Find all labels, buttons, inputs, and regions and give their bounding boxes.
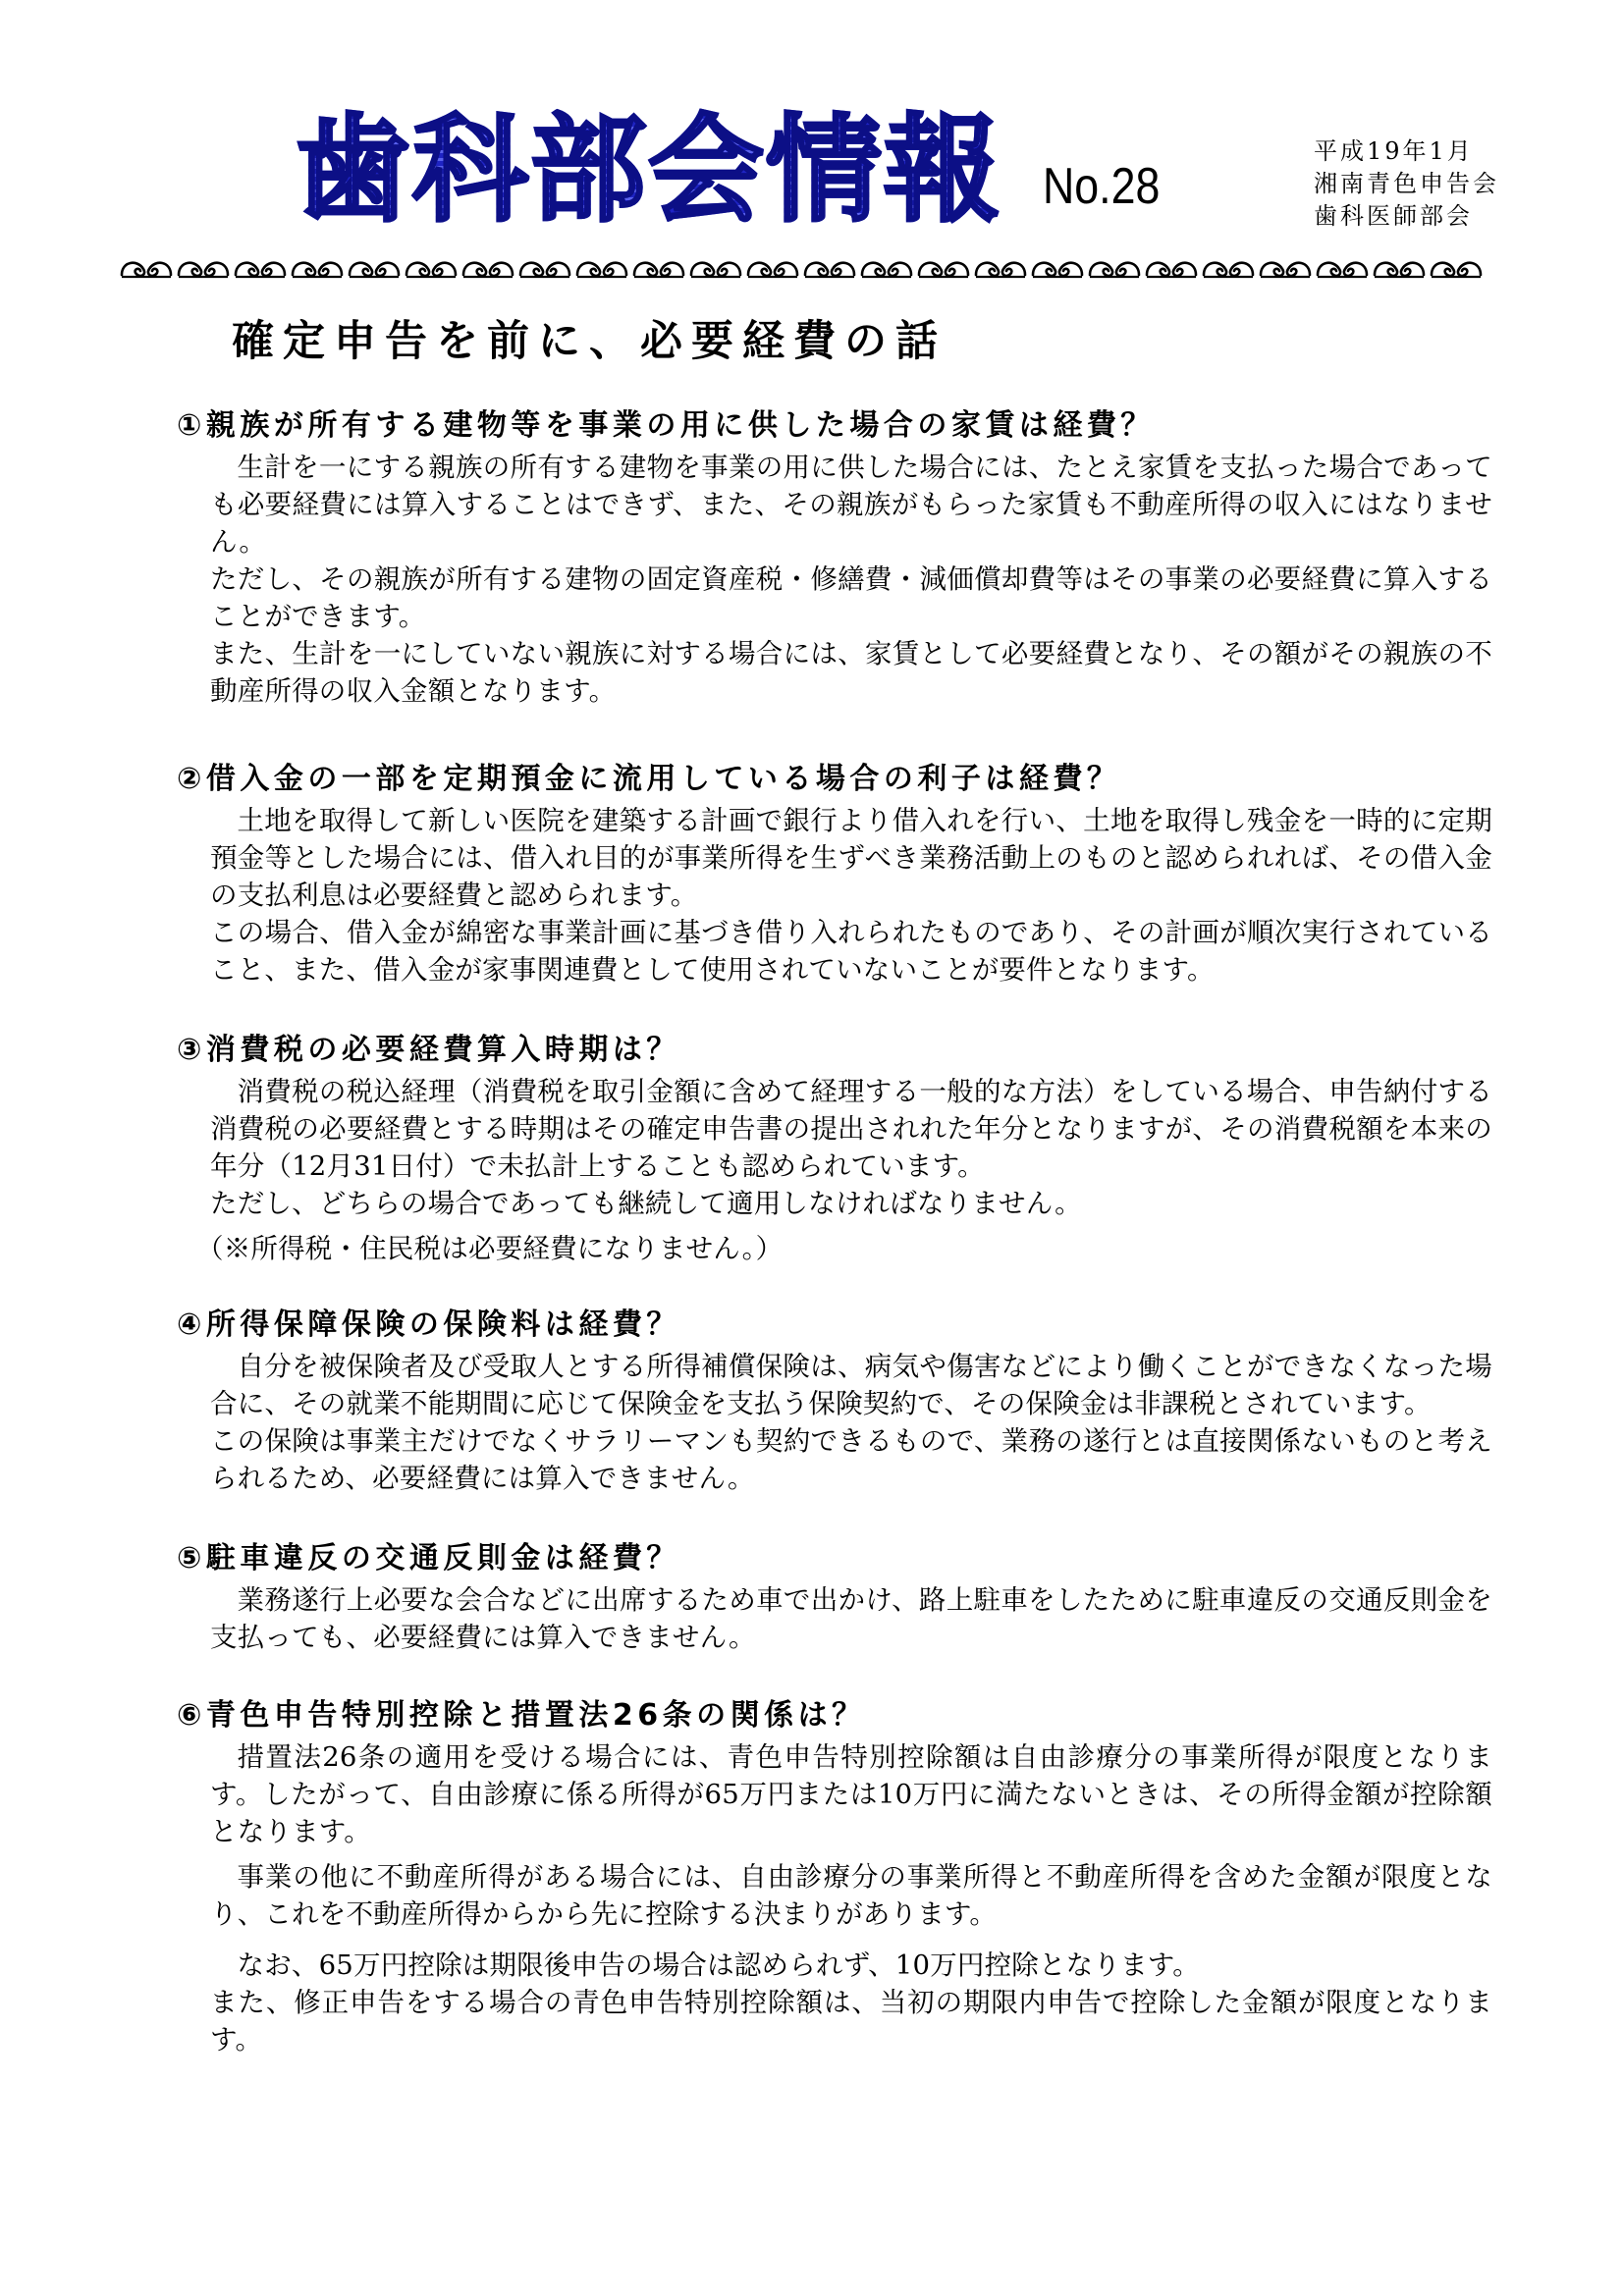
article-body [177, 405, 1492, 2058]
section-5 [177, 1538, 1492, 1656]
paragraph: また、生計を一にしていない親族に対する場合には、家賃として必要経費となり、その額がその親族の不動産所得の収入金額となります。 [210, 638, 1492, 707]
paragraph: この場合、借入金が綿密な事業計画に基づき借り入れられたものであり、その計画が順次実行されていること、また、借入金が家事関連費として使用されていないことが要件となります。 [210, 917, 1492, 986]
section-heading: ⑤駐車違反の交通反則金は経費？ [177, 1541, 680, 1575]
issue-number: No.28 [1043, 158, 1161, 215]
paragraph: 措置法26条の適用を受ける場合には、青色申告特別控除額は自由診療分の事業所得が限度となります。したがって、自由診療に係る所得が65万円または10万円に満たないときは、その所得金額が控除額となります。 [210, 1741, 1492, 1847]
paragraph: 自分を被保険者及び受取人とする所得補償保険は、病気や傷害などにより働くことができなくなった場合に、その就業不能期間に応じて保険金を支払う保険契約で、その保険金は非課税とされています。 [210, 1351, 1492, 1419]
section-heading: ④所得保障保険の保険料は経費？ [177, 1308, 680, 1342]
paragraph: ただし、どちらの場合であっても継続して適用しなければなりません。 [210, 1188, 1082, 1219]
paragraph: この保険は事業主だけでなくサラリーマンも契約できるもので、業務の遂行とは直接関係ないものと考えられるため、必要経費には算入できません。 [210, 1425, 1492, 1494]
division-name: 歯科医師部会 [1314, 202, 1473, 230]
paragraph: 事業の他に不動産所得がある場合には、自由診療分の事業所得と不動産所得を含めた金額が限度となり、これを不動産所得からから先に控除する決まりがあります。 [210, 1861, 1492, 1930]
section-6 [177, 1695, 1492, 2058]
paragraph: 業務遂行上必要な会合などに出席するため車で出かけ、路上駐車をしたために駐車違反の交通反則金を支払っても、必要経費には算入できません。 [210, 1584, 1492, 1653]
section-2 [177, 759, 1492, 988]
paragraph: 土地を取得して新しい医院を建築する計画で銀行より借入れを行い、土地を取得し残金を一時的に定期預金等とした場合には、借入れ目的が事業所得を生ずべき業務活動上のものと認められれば、その借入金の支払利息は必要経費と認められます。 [210, 805, 1492, 911]
association-name: 湘南青色申告会 [1314, 170, 1499, 197]
section-heading: ①親族が所有する建物等を事業の用に供した場合の家賃は経費？ [177, 408, 1155, 443]
masthead-title: 歯科部会情報 [295, 102, 1002, 238]
publication-date: 平成19年1月 [1314, 137, 1474, 165]
paragraph: 消費税の税込経理（消費税を取引金額に含めて経理する一般的な方法）をしている場合、申告納付する消費税の必要経費とする時期はその確定申告書の提出されれた年分となりますが、その消費税額を本来の年分（12月31日付）で未払計上することも認められています。 [210, 1076, 1492, 1182]
paragraph: また、修正申告をする場合の青色申告特別控除額は、当初の期限内申告で控除した金額が限度となります。 [210, 1987, 1492, 2056]
section-heading: ③消費税の必要経費算入時期は？ [177, 1033, 680, 1067]
paragraph: 生計を一にする親族の所有する建物を事業の用に供した場合には、たとえ家賃を支払った場合であっても必要経費には算入することはできず、また、その親族がもらった家賃も不動産所得の収入にはなりません。 [210, 452, 1492, 558]
section-heading: ②借入金の一部を定期預金に流用している場合の利子は経費？ [177, 762, 1121, 796]
section-4 [177, 1305, 1492, 1497]
section-heading: ⑥青色申告特別控除と措置法26条の関係は？ [177, 1698, 866, 1733]
footnote: （※所得税・住民税は必要経費になりません。） [196, 1233, 784, 1264]
publisher-block [1314, 135, 1540, 233]
paragraph: なお、65万円控除は期限後申告の場合は認められず、10万円控除となります。 [237, 1949, 1200, 1981]
section-3 [177, 1030, 1492, 1267]
scroll-wave-border-icon [118, 251, 1492, 285]
article-headline: 確定申告を前に、必要経費の話 [232, 317, 947, 366]
section-1 [177, 405, 1492, 710]
paragraph: ただし、その親族が所有する建物の固定資産税・修繕費・減価償却費等はその事業の必要経費に算入することができます。 [210, 563, 1492, 632]
